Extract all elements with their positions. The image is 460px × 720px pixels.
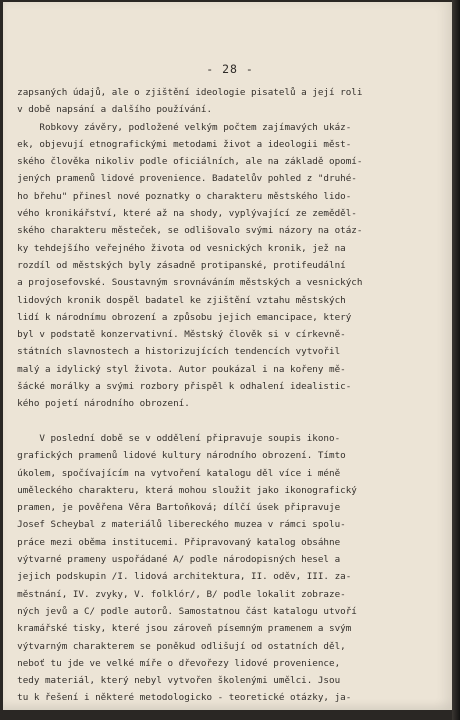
body-text — [6, 84, 446, 707]
text-line: šácké morálky a svými rozbory přispěl k odhalení idealistic- — [6, 381, 352, 393]
text-line: kramářské tisky, které jsou zároveň písemným pramenem a svým — [6, 623, 352, 635]
text-line: lidí k národnímu obrození a způsobu jejich emancipace, který — [6, 311, 352, 323]
text-line: práce mezi oběma institucemi. Připravovaný katalog obsáhne — [6, 536, 341, 548]
text-line: rozdíl od městských byly zásadně protipanské, protifeudální — [6, 259, 346, 271]
text-line: malý a idylický styl života. Autor poukázal i na kořeny mě- — [6, 363, 346, 375]
text-line: jených pramenů lidové provenience. Badatelův pohled z "druhé- — [6, 173, 357, 185]
text-line: byl v podstatě konzervativní. Městský člověk si v církevně- — [6, 329, 346, 341]
text-line: a projosefovské. Soustavným srovnáváním městských a vesnických — [6, 277, 363, 289]
text-line: Josef Scheybal z materiálů libereckého muzea v rámci spolu- — [6, 519, 346, 531]
text-line: tu k řešení i některé metodologicko - teoretické otázky, ja- — [6, 692, 352, 704]
text-line: jejich podskupin /I. lidová architektura, II. oděv, III. za- — [6, 571, 352, 583]
text-line: ky tehdejšího veřejného života od vesnických kronik, jež na — [6, 242, 346, 254]
text-line: úkolem, spočívajícím na vytvoření katalogu děl více i méně — [6, 467, 341, 479]
text-line: ných jevů a C/ podle autorů. Samostatnou část katalogu utvoří — [6, 605, 357, 617]
text-line: neboť tu jde ve velké míře o dřevořezy lidové provenience, — [6, 657, 341, 669]
text-line: v době napsání a dalšího používání. — [6, 104, 213, 116]
page-edge-shadow — [452, 0, 460, 720]
text-line: V poslední době se v oddělení připravuje soupis ikono- — [6, 432, 341, 444]
paragraph-gap — [6, 413, 446, 430]
text-line: Robkovy závěry, podložené velkým počtem zajímavých ukáz- — [6, 121, 352, 133]
text-line: ského člověka nikoliv podle oficiálních, ale na základě opomí- — [6, 156, 363, 168]
text-line: ského charakteru městeček, se odlišovalo svými názory na otáz- — [6, 225, 363, 237]
text-line: uměleckého charakteru, která mohou sloužit jako ikonografický — [6, 484, 357, 496]
text-line: ho břehu" přinesl nové poznatky o charakteru městského lido- — [6, 190, 352, 202]
text-line: ek, objevují etnografickými metodami život a ideologii měst- — [6, 138, 352, 150]
paragraph-1 — [6, 84, 446, 413]
page-number: - 28 - — [206, 62, 254, 76]
paragraph-2 — [6, 430, 446, 707]
text-line: grafických pramenů lidové kultury národního obrození. Tímto — [6, 450, 346, 462]
text-line: městnání, IV. zvyky, V. folklór/, B/ podle lokalit zobraze- — [6, 588, 346, 600]
text-line: výtvarné prameny uspořádané A/ podle národopisných hesel a — [6, 554, 341, 566]
text-line: tedy materiál, který nebyl vytvořen školenými umělci. Jsou — [6, 675, 341, 687]
text-line: státních slavnostech a historizujících tendencích vytvořil — [6, 346, 341, 358]
text-line: pramen, je pověřena Věra Bartoňková; dílčí úsek připravuje — [6, 502, 341, 514]
text-line: lidových kronik dospěl badatel ke zjištění vztahu městských — [6, 294, 346, 306]
text-line: výtvarným charakterem se poněkud odlišují od ostatních děl, — [6, 640, 346, 652]
text-line: zapsaných údajů, ale o zjištění ideologie pisatelů a její roli — [6, 87, 363, 98]
text-line: vého kronikářství, které až na shody, vyplývající ze zeměděl- — [6, 208, 357, 220]
text-line: kého pojetí národního obrození. — [6, 398, 190, 410]
